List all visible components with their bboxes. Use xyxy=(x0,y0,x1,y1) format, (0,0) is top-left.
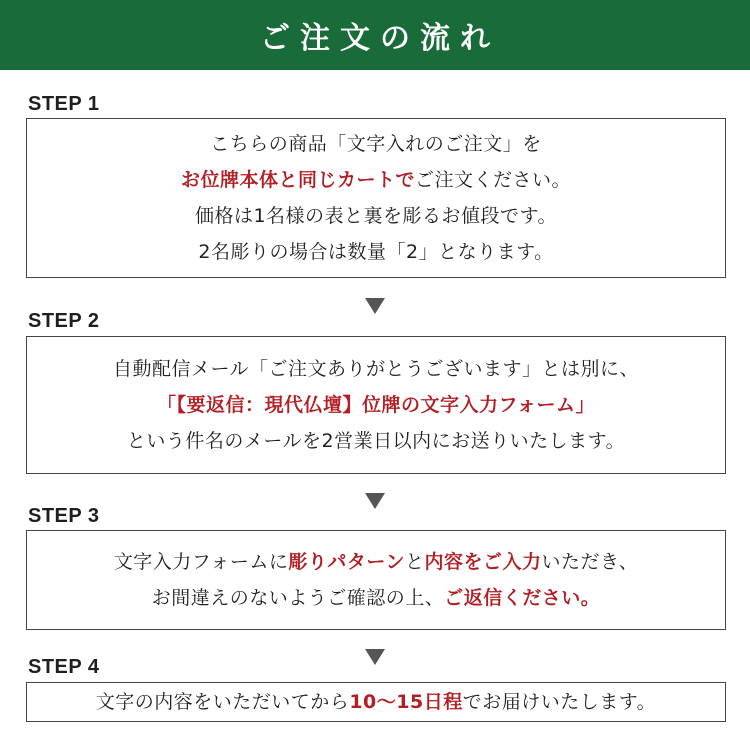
step-4-box xyxy=(26,682,726,722)
step-3-line-2: お間違えのないようご確認の上、ご返信ください。 xyxy=(151,587,601,609)
step-1-box xyxy=(26,118,726,278)
step-3-line-1: 文字入力フォームに彫りパターンと内容をご入力いただき、 xyxy=(113,551,639,573)
step-1-line-2: お位牌本体と同じカートでご注文ください。 xyxy=(180,169,572,191)
down-triangle-icon xyxy=(365,649,385,665)
step-4-line-1: 文字の内容をいただいてから10〜15日程でお届けいたします。 xyxy=(95,691,657,713)
step-1-line-3: 価格は1名様の表と裏を彫るお値段です。 xyxy=(194,205,558,227)
step-2-line-2: 「【要返信：現代仏壇】位牌の文字入力フォーム」 xyxy=(156,394,596,416)
step-3-label: STEP 3 xyxy=(28,505,100,527)
page-title: ご注文の流れ xyxy=(260,21,500,56)
page-header xyxy=(0,0,750,70)
down-triangle-icon xyxy=(365,493,385,509)
step-3-box xyxy=(26,530,726,630)
step-1-line-4: 2名彫りの場合は数量「2」となります。 xyxy=(198,241,554,263)
step-4-label: STEP 4 xyxy=(28,656,100,678)
step-2-line-3: という件名のメールを2営業日以内にお送りいたします。 xyxy=(126,430,626,452)
step-1-line-1: こちらの商品「文字入れのご注文」を xyxy=(210,133,542,155)
step-2-label: STEP 2 xyxy=(28,310,100,332)
down-triangle-icon xyxy=(365,298,385,314)
step-2-box xyxy=(26,336,726,474)
step-1-label: STEP 1 xyxy=(28,93,100,115)
step-2-line-1: 自動配信メール「ご注文ありがとうございます」とは別に、 xyxy=(112,358,640,380)
